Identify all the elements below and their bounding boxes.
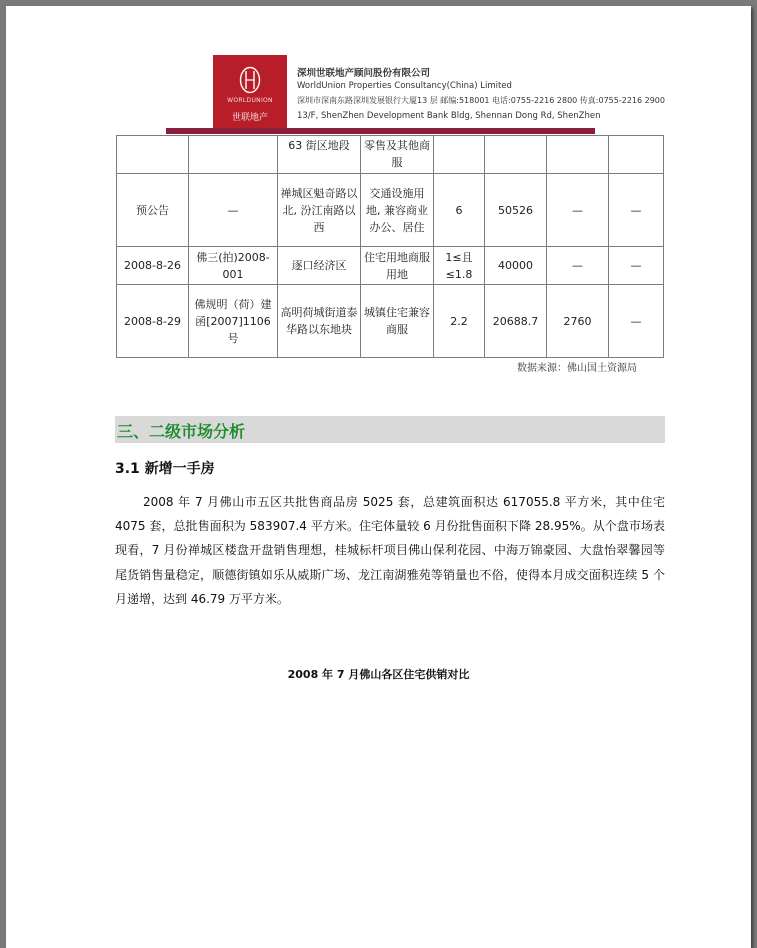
table-cell: — [609,174,664,247]
table-cell: 佛规明（荷）建函[2007]1106号 [189,285,278,358]
table-row [117,247,664,285]
table-cell: — [609,247,664,285]
table-cell: 1≤且≤1.8 [434,247,485,285]
table-cell: 2760 [547,285,609,358]
table-cell: 交通设施用地, 兼容商业办公、居住 [361,174,434,247]
table-cell [485,136,547,174]
table-cell [434,136,485,174]
section-heading-bar [115,416,665,443]
table-cell: 2008-8-29 [117,285,189,358]
table-cell: 城镇住宅兼容商服 [361,285,434,358]
table-cell [117,136,189,174]
table-row [117,285,664,358]
table-cell: 逐口经济区 [278,247,361,285]
company-address-en: 13/F, ShenZhen Development Bank Bldg, Shennan Dong Rd, ShenZhen [297,111,601,121]
body-text [115,490,665,611]
table-cell: — [609,285,664,358]
table-cell: 高明荷城街道泰华路以东地块 [278,285,361,358]
worldunion-emblem-icon [239,66,261,94]
table-cell: 40000 [485,247,547,285]
document-page [6,6,751,948]
section-title: 三、二级市场分析 [117,422,246,441]
table-cell: 零售及其他商服 [361,136,434,174]
table-cell: 住宅用地商服用地 [361,247,434,285]
company-name-cn: 深圳世联地产顾问股份有限公司 [297,68,431,79]
table-cell: 禅城区魁奇路以北, 汾江南路以西 [278,174,361,247]
table-cell: 预公告 [117,174,189,247]
subsection-title: 3.1 新增一手房 [115,461,215,477]
table-cell: 50526 [485,174,547,247]
table-cell [547,136,609,174]
table-cell: — [547,247,609,285]
table-cell [609,136,664,174]
land-transaction-table [116,135,664,358]
table-cell [189,136,278,174]
company-logo [213,55,287,131]
company-name-en: WorldUnion Properties Consultancy(China) Limited [297,81,512,91]
table-cell: 6 [434,174,485,247]
data-source-note: 数据来源：佛山国土资源局 [517,363,637,374]
table-cell: 2.2 [434,285,485,358]
table-cell: — [189,174,278,247]
table-cell: 佛三(拍)2008-001 [189,247,278,285]
body-paragraph: 2008 年 7 月佛山市五区共批售商品房 5025 套，总建筑面积达 617055.8 平方米，其中住宅 4075 套，总批售面积为 583907.4 平方米。住宅体量较 6 月份批售面积下降 28.95%。从个盘市场表现看，7 月份禅城区楼盘开盘销售理想，桂城标杆项目佛山保利花园、中海万锦豪园、大盘怡翠馨园等尾货销售量稳定，顺德街镇如乐从威斯广场、龙江南湖雅苑等销量也不俗，使得本月成交面积连续 5 个月递增，达到 46.79 万平方米。 [115,495,665,606]
table-cell: — [547,174,609,247]
table-row [117,174,664,247]
header-rule [166,128,595,134]
logo-chinese: 世联地产 [231,113,268,123]
table-row [117,136,664,174]
company-address-cn: 深圳市深南东路深圳发展银行大厦13 层 邮编:518001 电话:0755-2216 2800 传真:0755-2216 2900 [297,96,665,105]
table-cell: 20688.7 [485,285,547,358]
chart-caption: 2008 年 7 月佛山各区住宅供销对比 [287,668,470,681]
table-cell: 2008-8-26 [117,247,189,285]
logo-english: WORLDUNION [227,97,273,104]
table-cell: 63 街区地段 [278,136,361,174]
